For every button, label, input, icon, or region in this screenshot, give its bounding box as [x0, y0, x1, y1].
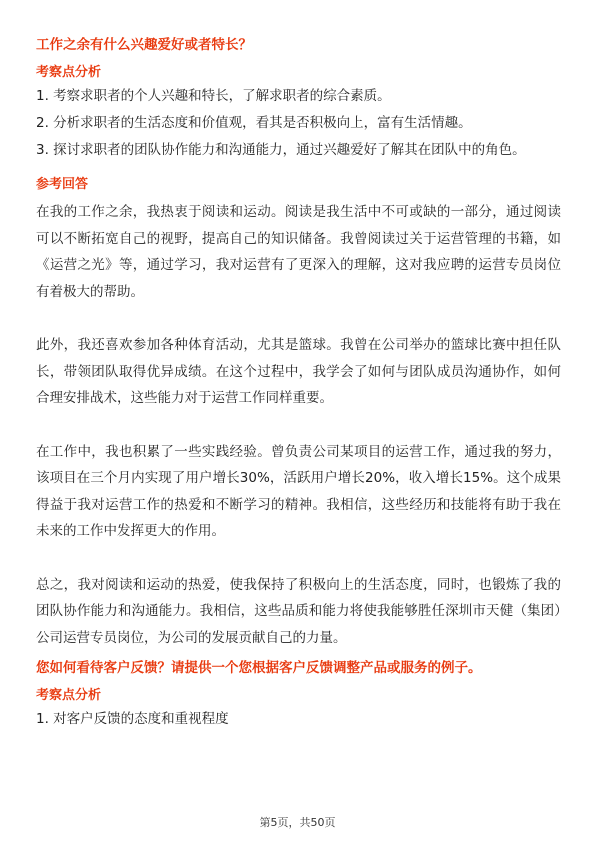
answer-paragraph: 在我的工作之余，我热衷于阅读和运动。阅读是我生活中不可或缺的一部分，通过阅读可以不断拓宽自己的视野，提高自己的知识储备。我曾阅读过关于运营管理的书籍，如《运营之光》等，通过学习，我对运营有了更深入的理解，这对我应聘的运营专员岗位有着极大的帮助。: [36, 204, 561, 300]
answer-paragraph: 此外，我还喜欢参加各种体育活动，尤其是篮球。我曾在公司举办的篮球比赛中担任队长，带领团队取得优异成绩。在这个过程中，我学会了如何与团队成员沟通协作，如何合理安排战术，这些能力对于运营工作同样重要。: [36, 337, 561, 406]
analysis-item: 2. 分析求职者的生活态度和价值观，看其是否积极向上，富有生活情趣。: [36, 115, 472, 131]
answer-heading: 参考回答: [36, 177, 89, 192]
answer-paragraph: 在工作中，我也积累了一些实践经验。曾负责公司某项目的运营工作，通过我的努力，该项目在三个月内实现了用户增长30%，活跃用户增长20%，收入增长15%。这个成果得益于我对运营工作的热爱和不断学习的精神。我相信，这些经历和技能将有助于我在未来的工作中发挥更大的作用。: [36, 443, 561, 539]
analysis-item: 1. 考察求职者的个人兴趣和特长，了解求职者的综合素质。: [36, 88, 391, 104]
question-heading: 工作之余有什么兴趣爱好或者特长？: [36, 37, 252, 53]
analysis-item: 3. 探讨求职者的团队协作能力和沟通能力，通过兴趣爱好了解其在团队中的角色。: [36, 142, 526, 158]
analysis-item: 1. 对客户反馈的态度和重视程度: [36, 711, 229, 727]
page-content: [36, 36, 561, 737]
analysis-heading: 考察点分析: [36, 65, 102, 80]
answer-paragraph: 总之，我对阅读和运动的热爱，使我保持了积极向上的生活态度，同时，也锻炼了我的团队协作能力和沟通能力。我相信，这些品质和能力将使我能够胜任深圳市天健（集团）公司运营专员岗位，为公司的发展贡献自己的力量。: [36, 576, 561, 646]
analysis-heading: 考察点分析: [36, 688, 102, 703]
page-number: 第5页，共50页: [259, 816, 336, 829]
question-heading: 您如何看待客户反馈？请提供一个您根据客户反馈调整产品或服务的例子。: [36, 660, 482, 676]
